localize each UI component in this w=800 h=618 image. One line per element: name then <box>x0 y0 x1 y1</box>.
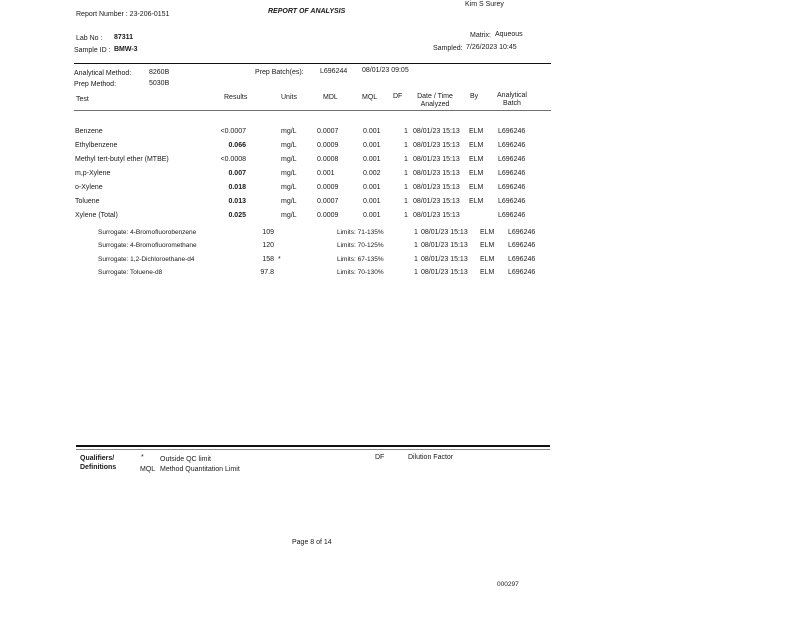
row-result: 0.025 <box>228 212 246 219</box>
surrogate-name: Surrogate: Toluene-d8 <box>98 269 163 276</box>
surrogate-batch: L696246 <box>508 269 536 276</box>
row-batch: L696246 <box>498 170 526 177</box>
report-title: REPORT OF ANALYSIS <box>268 8 346 15</box>
row-df: 1 <box>404 170 408 177</box>
table-header-rule <box>74 110 551 111</box>
row-mdl: 0.0008 <box>317 156 339 163</box>
row-by: ELM <box>469 198 484 205</box>
qualifier-text-mql: Method Quantitation Limit <box>160 466 240 473</box>
surrogate-limits: Limits: 70-130% <box>337 269 384 276</box>
surrogate-limits: Limits: 67-135% <box>337 256 384 263</box>
row-units: mg/L <box>281 128 297 135</box>
row-by: ELM <box>469 128 484 135</box>
qualifier-symbol-star: * <box>141 454 144 461</box>
row-mdl: 0.0007 <box>317 198 339 205</box>
surrogate-value: 158 <box>262 256 274 263</box>
footer-rule-bottom <box>76 449 550 450</box>
col-header-analyzed: Analyzed <box>420 101 450 108</box>
row-df: 1 <box>404 184 408 191</box>
row-test: Methyl tert-butyl ether (MTBE) <box>75 156 169 163</box>
analytical-method-label: Analytical Method: <box>74 70 132 77</box>
row-date: 08/01/23 15:13 <box>413 184 460 191</box>
table-row <box>0 155 800 165</box>
sample-id-value: BMW-3 <box>114 46 138 53</box>
row-mql: 0.001 <box>363 156 381 163</box>
row-mql: 0.001 <box>363 198 381 205</box>
surrogate-batch: L696246 <box>508 256 536 263</box>
surrogate-by: ELM <box>480 229 495 236</box>
row-date: 08/01/23 15:13 <box>413 212 460 219</box>
row-test: m,p-Xylene <box>75 170 111 177</box>
analytical-method-value: 8260B <box>149 69 170 76</box>
row-test: Ethylbenzene <box>75 142 118 149</box>
surrogate-name: Surrogate: 1,2-Dichloroethane-d4 <box>98 256 195 263</box>
prep-method-value: 5030B <box>149 80 170 87</box>
table-row <box>0 183 800 193</box>
row-by: ELM <box>469 142 484 149</box>
row-batch: L696246 <box>498 128 526 135</box>
col-header-by: By <box>470 93 479 100</box>
row-result: 0.013 <box>228 198 246 205</box>
surrogate-flag: * <box>278 256 281 263</box>
definitions-label: Definitions <box>80 464 117 471</box>
row-test: o-Xylene <box>75 184 103 191</box>
col-header-df: DF <box>393 93 403 100</box>
surrogate-by: ELM <box>480 242 495 249</box>
row-df: 1 <box>404 156 408 163</box>
row-result: 0.066 <box>228 142 246 149</box>
qualifiers-label: Qualifiers/ <box>80 455 115 462</box>
row-units: mg/L <box>281 156 297 163</box>
col-header-mdl: MDL <box>323 94 338 101</box>
row-batch: L696246 <box>498 156 526 163</box>
surrogate-batch: L696246 <box>508 229 536 236</box>
col-header-units: Units <box>281 94 297 101</box>
footer-rule-top <box>76 445 550 447</box>
lab-no-value: 87311 <box>114 34 134 41</box>
row-df: 1 <box>404 212 408 219</box>
row-mql: 0.001 <box>363 128 381 135</box>
surrogate-name: Surrogate: 4-Bromofluorobenzene <box>98 229 197 236</box>
matrix-value: Aqueous <box>495 31 523 38</box>
row-test: Toluene <box>75 198 100 205</box>
row-date: 08/01/23 15:13 <box>413 142 460 149</box>
row-units: mg/L <box>281 142 297 149</box>
table-row <box>0 127 800 137</box>
row-batch: L696246 <box>498 212 526 219</box>
surrogate-by: ELM <box>480 256 495 263</box>
surrogate-row <box>0 255 800 265</box>
row-mql: 0.002 <box>363 170 381 177</box>
surrogate-date: 08/01/23 15:13 <box>421 229 468 236</box>
row-mdl: 0.0007 <box>317 128 339 135</box>
row-mql: 0.001 <box>363 142 381 149</box>
row-mdl: 0.0009 <box>317 142 339 149</box>
surrogate-limits: Limits: 71-135% <box>337 229 384 236</box>
row-mdl: 0.0009 <box>317 184 339 191</box>
row-mdl: 0.001 <box>317 170 335 177</box>
prep-method-label: Prep Method: <box>74 81 117 88</box>
lab-no-label: Lab No : <box>76 35 103 42</box>
surrogate-date: 08/01/23 15:13 <box>421 242 468 249</box>
sampled-label: Sampled: <box>433 45 463 52</box>
sampled-value: 7/26/2023 10:45 <box>466 44 517 51</box>
row-by: ELM <box>469 170 484 177</box>
surrogate-date: 08/01/23 15:13 <box>421 256 468 263</box>
col-header-batch2: Batch <box>503 100 521 107</box>
row-mql: 0.001 <box>363 212 381 219</box>
row-test: Benzene <box>75 128 103 135</box>
surrogate-row <box>0 241 800 251</box>
table-row <box>0 169 800 179</box>
row-test: Xylene (Total) <box>75 212 118 219</box>
surrogate-df: 1 <box>414 256 418 263</box>
row-df: 1 <box>404 142 408 149</box>
matrix-label: Matrix: <box>470 32 491 39</box>
surrogate-value: 109 <box>262 229 274 236</box>
surrogate-row <box>0 228 800 238</box>
col-header-batch: Analytical <box>497 92 527 99</box>
col-header-datetime: Date / Time <box>417 93 453 100</box>
row-mdl: 0.0009 <box>317 212 339 219</box>
row-units: mg/L <box>281 170 297 177</box>
table-row <box>0 211 800 221</box>
qualifier-text-df: Dilution Factor <box>408 454 454 461</box>
col-header-results: Results <box>224 94 248 101</box>
surrogate-df: 1 <box>414 229 418 236</box>
surrogate-batch: L696246 <box>508 242 536 249</box>
row-units: mg/L <box>281 212 297 219</box>
table-row <box>0 141 800 151</box>
row-batch: L696246 <box>498 198 526 205</box>
sample-id-label: Sample ID : <box>74 47 111 54</box>
qualifier-symbol-mql: MQL <box>140 466 156 473</box>
row-date: 08/01/23 15:13 <box>413 128 460 135</box>
table-row <box>0 197 800 207</box>
surrogate-name: Surrogate: 4-Bromofluoromethane <box>98 242 197 249</box>
qualifier-symbol-df: DF <box>375 454 385 461</box>
client-name: Kim S Surey <box>465 1 504 8</box>
row-result: 0.018 <box>228 184 246 191</box>
row-units: mg/L <box>281 198 297 205</box>
col-header-mql: MQL <box>362 94 378 101</box>
row-result: <0.0007 <box>220 128 246 135</box>
report-number: Report Number : 23-206-0151 <box>76 11 170 18</box>
surrogate-value: 120 <box>262 242 274 249</box>
surrogate-df: 1 <box>414 242 418 249</box>
surrogate-by: ELM <box>480 269 495 276</box>
surrogate-value: 97.8 <box>260 269 274 276</box>
prep-batch-label: Prep Batch(es): <box>255 69 304 76</box>
row-date: 08/01/23 15:13 <box>413 170 460 177</box>
page-id: 000297 <box>497 581 519 588</box>
header-rule <box>74 63 551 64</box>
prep-batch-value: L696244 <box>320 68 348 75</box>
surrogate-df: 1 <box>414 269 418 276</box>
row-by: ELM <box>469 156 484 163</box>
surrogate-date: 08/01/23 15:13 <box>421 269 468 276</box>
row-date: 08/01/23 15:13 <box>413 156 460 163</box>
row-mql: 0.001 <box>363 184 381 191</box>
surrogate-limits: Limits: 70-125% <box>337 242 384 249</box>
row-units: mg/L <box>281 184 297 191</box>
row-result: <0.0008 <box>220 156 246 163</box>
qualifier-text-star: Outside QC limit <box>160 456 211 463</box>
row-df: 1 <box>404 128 408 135</box>
prep-batch-date: 08/01/23 09:05 <box>362 67 409 74</box>
row-batch: L696246 <box>498 142 526 149</box>
row-date: 08/01/23 15:13 <box>413 198 460 205</box>
row-df: 1 <box>404 198 408 205</box>
col-header-test: Test <box>76 96 89 103</box>
row-result: 0.007 <box>228 170 246 177</box>
page-number: Page 8 of 14 <box>292 539 332 546</box>
row-batch: L696246 <box>498 184 526 191</box>
row-by: ELM <box>469 184 484 191</box>
surrogate-row <box>0 268 800 278</box>
